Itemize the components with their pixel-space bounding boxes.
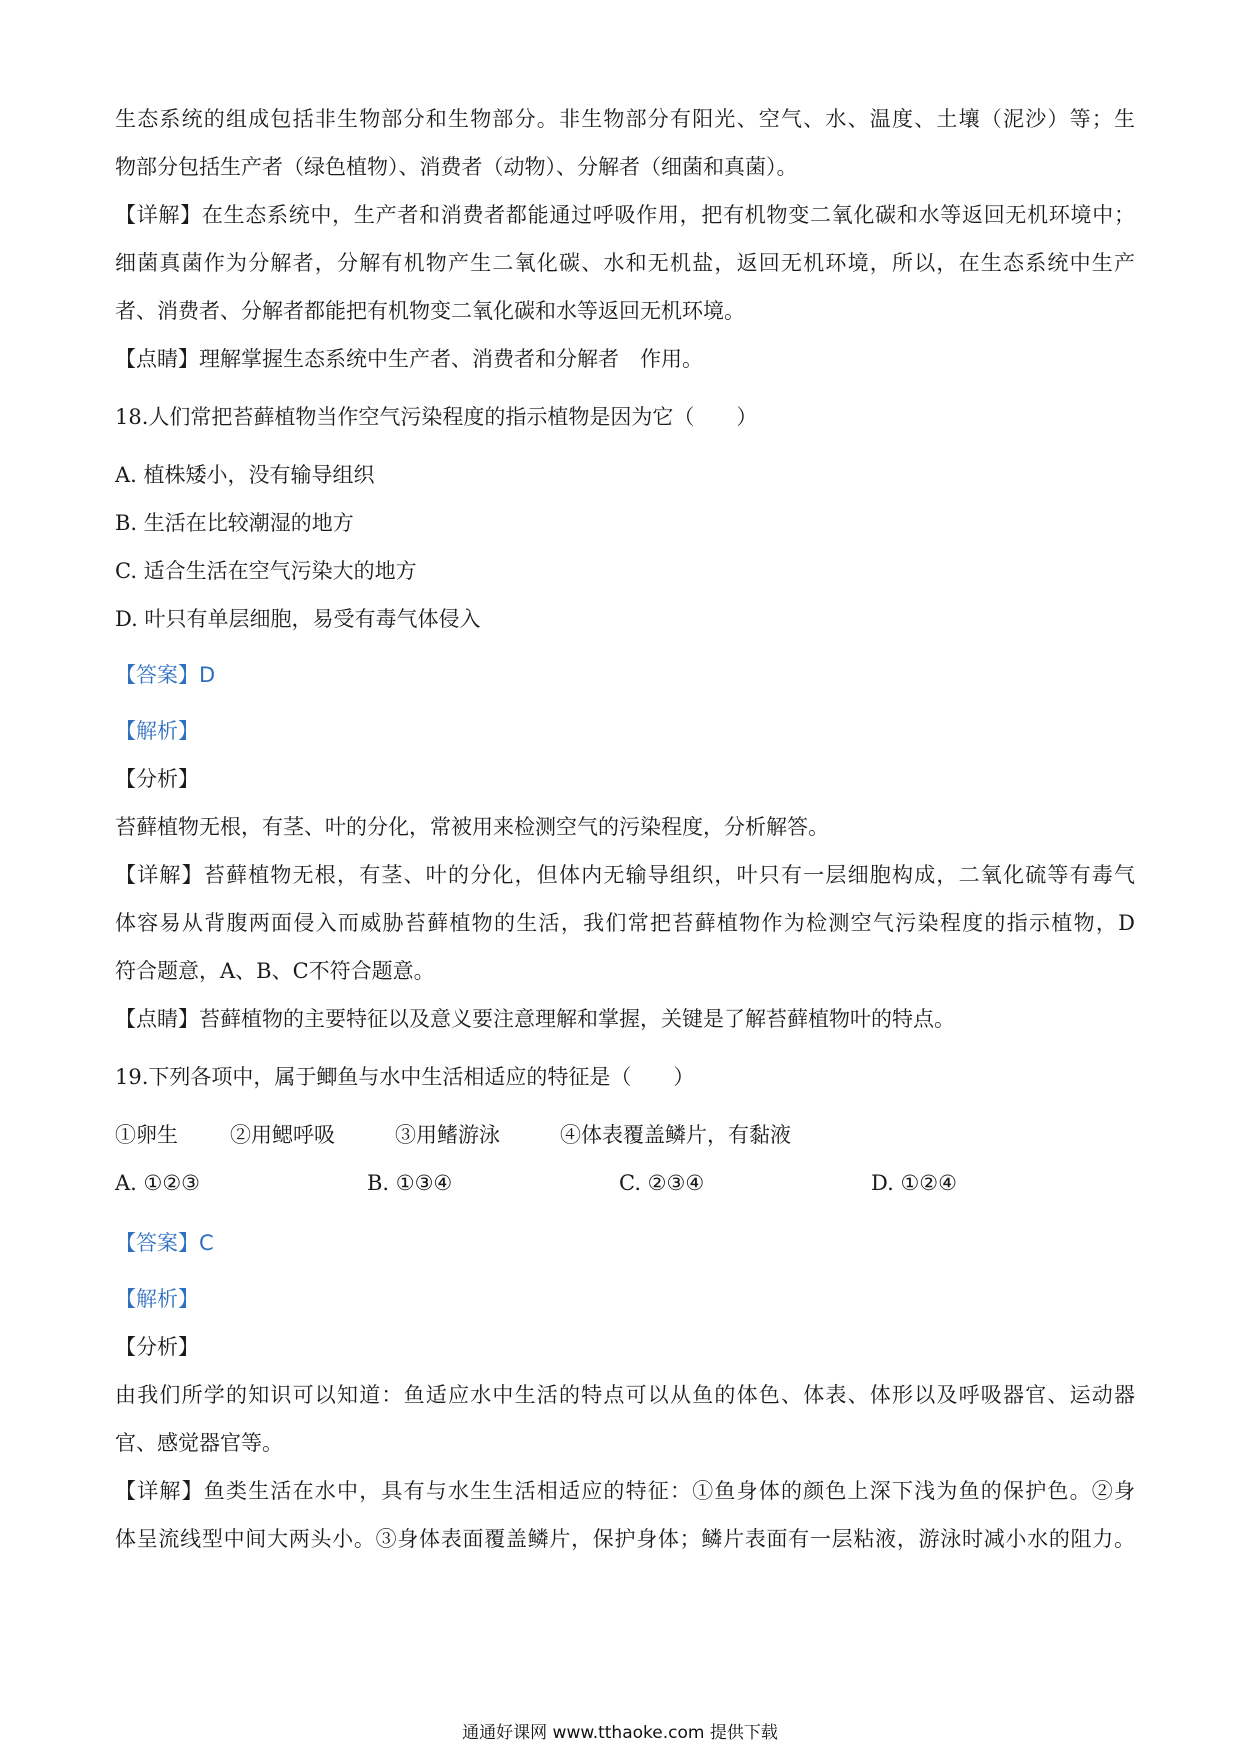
q19-items — [115, 1120, 1135, 1150]
q19-analysis-line-2: 官、感觉器官等。 — [115, 1431, 283, 1455]
q18-answer: 【答案】D — [115, 663, 216, 687]
q18-option-c: C. 适合生活在空气污染大的地方 — [115, 559, 417, 583]
q19-answer: 【答案】C — [115, 1231, 214, 1255]
q19-option-b: B. ①③④ — [367, 1171, 453, 1195]
q17-detail-line-1: 【详解】在生态系统中，生产者和消费者都能通过呼吸作用，把有机物变二氧化碳和水等返回无机环境中； — [115, 203, 1135, 227]
q19-options — [115, 1168, 1135, 1198]
q18-option-a: A. 植株矮小，没有输导组织 — [115, 463, 375, 487]
q18-stem: 18.人们常把苔藓植物当作空气污染程度的指示植物是因为它（ ） — [115, 405, 758, 429]
q18-analysis-text: 苔藓植物无根，有茎、叶的分化，常被用来检测空气的污染程度，分析解答。 — [115, 815, 829, 839]
q17-comment: 【点睛】理解掌握生态系统中生产者、消费者和分解者 作用。 — [115, 347, 703, 371]
q17-detail-line-2: 细菌真菌作为分解者，分解有机物产生二氧化碳、水和无机盐，返回无机环境，所以，在生态系统中生产 — [115, 251, 1135, 275]
q18-analysis-tag: 【解析】 — [115, 719, 199, 743]
q19-item-2: ②用鳃呼吸 — [230, 1123, 335, 1147]
q19-item-1: ①卵生 — [115, 1123, 178, 1147]
q19-analysis-tag: 【解析】 — [115, 1287, 199, 1311]
q19-analysis-line-1: 由我们所学的知识可以知道：鱼适应水中生活的特点可以从鱼的体色、体表、体形以及呼吸器官、运动器 — [115, 1383, 1135, 1407]
q19-item-4: ④体表覆盖鳞片，有黏液 — [560, 1123, 791, 1147]
q17-detail-line-3: 者、消费者、分解者都能把有机物变二氧化碳和水等返回无机环境。 — [115, 299, 745, 323]
q19-item-3: ③用鳍游泳 — [395, 1123, 500, 1147]
q18-option-d: D. 叶只有单层细胞，易受有毒气体侵入 — [115, 607, 481, 631]
q19-analysis-head: 【分析】 — [115, 1335, 199, 1359]
q18-comment: 【点睛】苔藓植物的主要特征以及意义要注意理解和掌握，关键是了解苔藓植物叶的特点。 — [115, 1007, 955, 1031]
q18-analysis-head: 【分析】 — [115, 767, 199, 791]
q18-detail-line-1: 【详解】苔藓植物无根，有茎、叶的分化，但体内无输导组织，叶只有一层细胞构成，二氧化硫等有毒气 — [115, 863, 1135, 887]
q19-option-a: A. ①②③ — [115, 1171, 200, 1195]
q19-detail-line-1: 【详解】鱼类生活在水中，具有与水生生活相适应的特征：①鱼身体的颜色上深下浅为鱼的保护色。②身 — [115, 1479, 1135, 1503]
footer-watermark: 通通好课网 www.tthaoke.com 提供下载 — [462, 1723, 778, 1743]
q18-detail-line-2: 体容易从背腹两面侵入而威胁苔藓植物的生活，我们常把苔藓植物作为检测空气污染程度的指示植物，D — [115, 911, 1135, 935]
q19-option-c: C. ②③④ — [619, 1171, 705, 1195]
intro-line-2: 物部分包括生产者（绿色植物）、消费者（动物）、分解者（细菌和真菌）。 — [115, 155, 798, 179]
q19-option-d: D. ①②④ — [871, 1171, 957, 1195]
q19-detail-line-2: 体呈流线型中间大两头小。③身体表面覆盖鳞片，保护身体；鳞片表面有一层粘液，游泳时减小水的阻力。 — [115, 1527, 1135, 1551]
intro-line-1: 生态系统的组成包括非生物部分和生物部分。非生物部分有阳光、空气、水、温度、土壤（泥沙）等；生 — [115, 107, 1135, 131]
q18-detail-line-3: 符合题意，A、B、C不符合题意。 — [115, 959, 435, 983]
q19-stem: 19.下列各项中，属于鲫鱼与水中生活相适应的特征是（ ） — [115, 1065, 695, 1089]
q18-option-b: B. 生活在比较潮湿的地方 — [115, 511, 354, 535]
